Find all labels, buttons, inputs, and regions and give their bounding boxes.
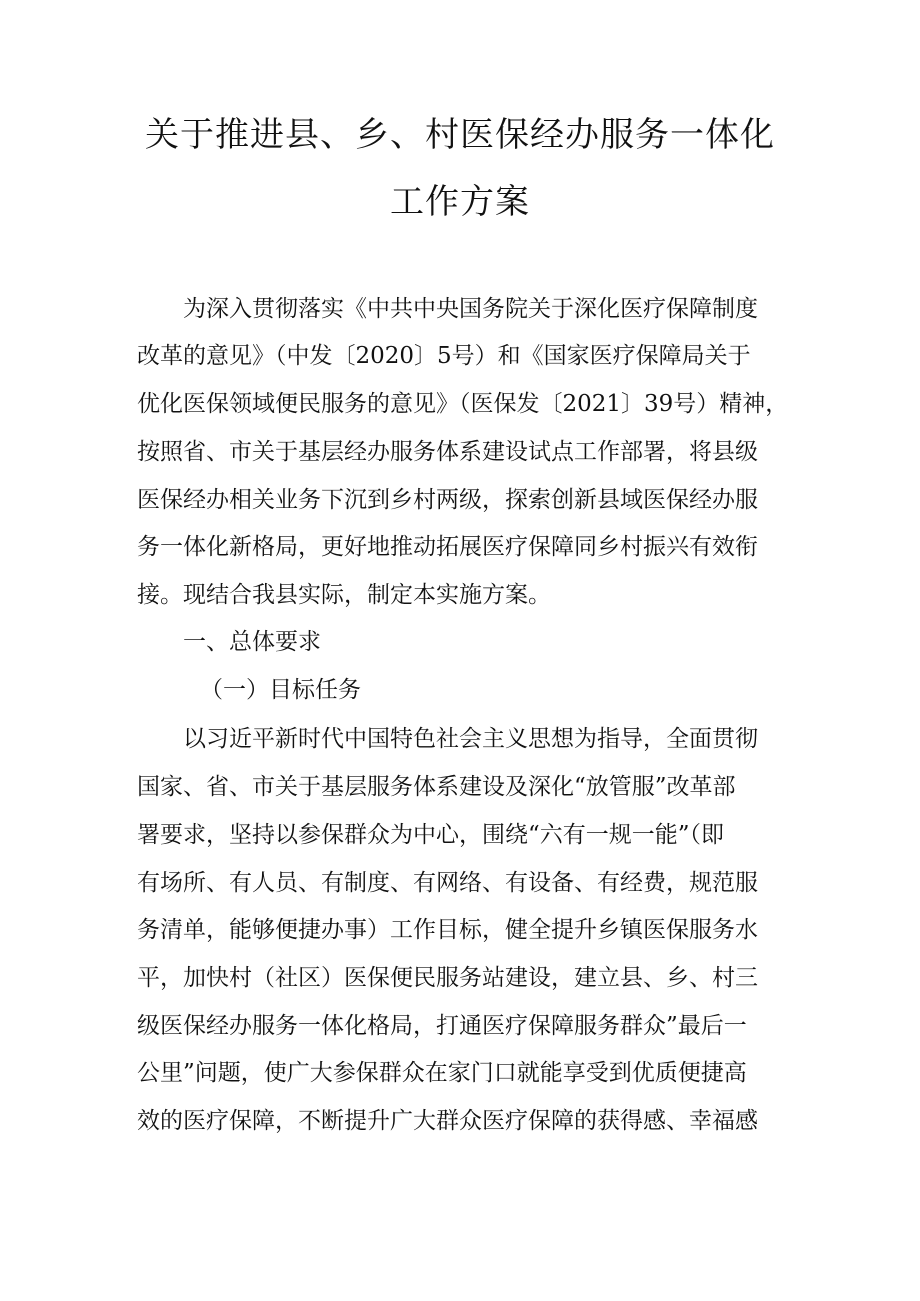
paragraph-2-line-3: 署要求，坚持以参保群众为中心，围绕“六有一规一能”（即	[137, 822, 725, 848]
document-title-line-1: 关于推进县、乡、村医保经办服务一体化	[145, 115, 775, 155]
document-title-line-2: 工作方案	[390, 182, 530, 222]
section-1-heading: 一、总体要求	[183, 629, 321, 655]
paragraph-1-line-6: 务一体化新格局，更好地推动拓展医疗保障同乡村振兴有效衔	[137, 534, 758, 560]
paragraph-2-line-9: 效的医疗保障，不断提升广大群众医疗保障的获得感、幸福感	[137, 1108, 758, 1134]
paragraph-1-line-7: 接。现结合我县实际，制定本实施方案。	[137, 582, 551, 608]
paragraph-2-line-6: 平，加快村（社区）医保便民服务站建设，建立县、乡、村三	[137, 965, 758, 991]
paragraph-1-line-1: 为深入贯彻落实《中共中央国务院关于深化医疗保障制度	[183, 296, 758, 322]
paragraph-2-line-5: 务清单，能够便捷办事）工作目标，健全提升乡镇医保服务水	[137, 917, 758, 943]
paragraph-2-line-1: 以习近平新时代中国特色社会主义思想为指导，全面贯彻	[183, 726, 758, 752]
subsection-1-heading: （一）目标任务	[200, 677, 361, 703]
paragraph-1-line-3: 优化医保领域便民服务的意见》（医保发〔2021〕39号）精神，	[137, 391, 789, 417]
paragraph-1-line-2: 改革的意见》（中发〔2020〕5号）和《国家医疗保障局关于	[137, 343, 751, 369]
paragraph-2-line-7: 级医保经办服务一体化格局，打通医疗保障服务群众”最后一	[137, 1013, 747, 1039]
paragraph-1-line-4: 按照省、市关于基层经办服务体系建设试点工作部署，将县级	[137, 439, 758, 465]
paragraph-1-line-5: 医保经办相关业务下沉到乡村两级，探索创新县域医保经办服	[137, 487, 758, 513]
paragraph-2-line-2: 国家、省、市关于基层服务体系建设及深化“放管服”改革部	[137, 774, 736, 800]
paragraph-2-line-4: 有场所、有人员、有制度、有网络、有设备、有经费，规范服	[137, 870, 758, 896]
paragraph-2-line-8: 公里”问题，使广大参保群众在家门口就能享受到优质便捷高	[137, 1060, 747, 1086]
